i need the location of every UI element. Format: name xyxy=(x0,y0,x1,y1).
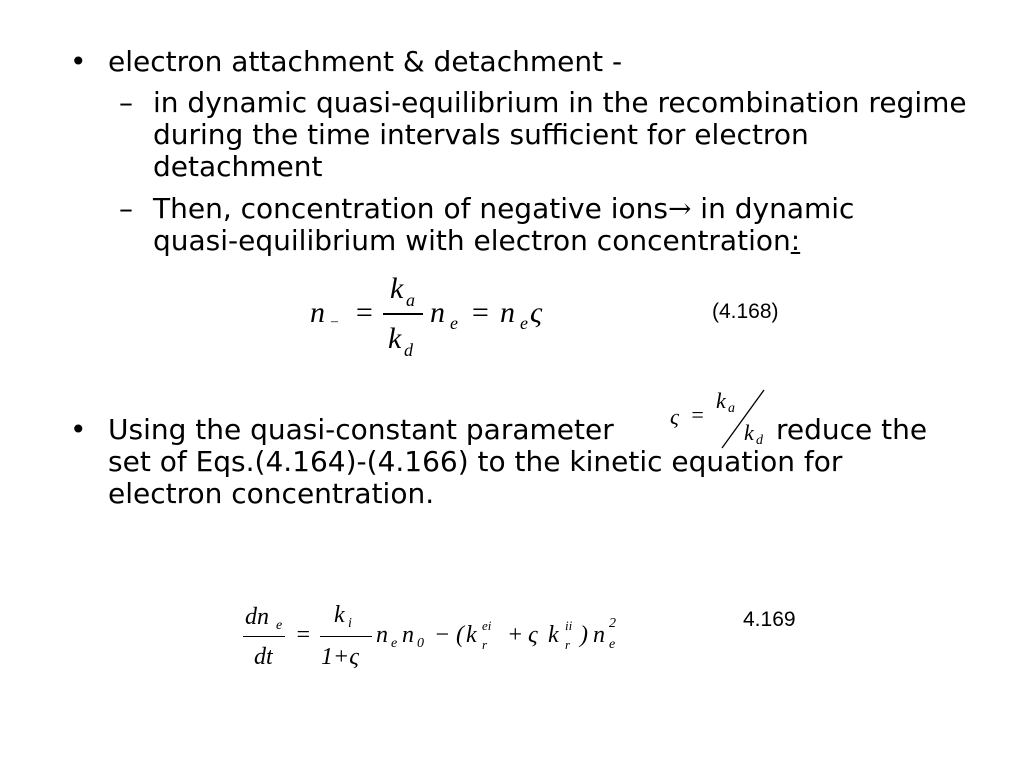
eq169-plus: + xyxy=(507,622,524,648)
subbullet-text-a: Then, concentration of negative ions xyxy=(153,192,668,225)
eq169-n0-sub: 0 xyxy=(417,636,424,651)
eq168-frac-num: k xyxy=(390,272,404,305)
eq168-ne2-sub: e xyxy=(520,313,528,333)
eq169-ki-sub: i xyxy=(348,616,352,631)
subbullet-negative-ions xyxy=(119,192,943,257)
eq169-ne2-sup: 2 xyxy=(609,616,616,631)
eq169-ki: k xyxy=(334,602,345,628)
subbullet-marker: – xyxy=(119,192,133,225)
eq168-ne: n xyxy=(430,296,445,329)
eq168-ne2: n xyxy=(500,296,515,329)
subbullet-quasi-equilibrium xyxy=(119,86,973,183)
eq169-ne-sub: e xyxy=(391,636,398,651)
eq169-one-plus-zeta: 1+ς xyxy=(321,644,359,670)
eq168-number: (4.168) xyxy=(712,300,779,323)
eq169-number: 4.169 xyxy=(743,608,796,631)
eq168-n-sub: – xyxy=(331,314,338,329)
eq169-ne: n xyxy=(376,622,388,648)
bullet-marker: • xyxy=(70,413,87,446)
eq169-equals: = xyxy=(295,622,312,648)
bullet-quasi-constant-cont xyxy=(108,414,938,510)
eq168-ne-sub: e xyxy=(450,313,458,333)
colon: : xyxy=(790,224,801,257)
arrow-symbol: → xyxy=(667,192,692,225)
inline-den: k xyxy=(744,420,754,445)
eq169-lhs-fraction-bar xyxy=(243,636,285,637)
eq169-dt: dt xyxy=(254,644,273,670)
bullet-text-a: Using the quasi-constant parameter xyxy=(108,413,614,446)
eq169-rparen: ) xyxy=(580,622,588,648)
inline-zeta: ς xyxy=(670,404,679,429)
eq169-k2: k xyxy=(548,622,559,648)
inline-equals: = xyxy=(690,402,705,427)
eq168-fraction-bar xyxy=(383,313,423,315)
inline-num-sub: a xyxy=(728,401,735,416)
eq169-k2-sub: r xyxy=(565,637,571,652)
eq168-equals-2: = xyxy=(470,296,491,329)
eq169-dn: dn xyxy=(245,604,269,630)
bullet-marker: • xyxy=(70,45,87,78)
eq169-zeta: ς xyxy=(528,622,538,648)
inline-num: k xyxy=(716,388,726,413)
subbullet-marker: – xyxy=(119,86,133,119)
subbullet-text-b: in dynamic quasi-equilibrium with electron concentration xyxy=(153,192,855,257)
eq168-frac-den: k xyxy=(388,322,402,355)
eq169-k1-sub: r xyxy=(482,637,488,652)
bullet-text: electron attachment & detachment - xyxy=(108,45,623,78)
eq169-k1-sup: ei xyxy=(482,618,492,633)
eq168-frac-den-sub: d xyxy=(404,340,413,360)
eq169-rhs-fraction-bar xyxy=(320,636,372,637)
eq168-zeta: ς xyxy=(530,296,543,329)
eq169-n0: n xyxy=(402,622,414,648)
eq168-frac-num-sub: a xyxy=(406,290,415,310)
eq169-k1: k xyxy=(466,622,477,648)
eq168-n: n xyxy=(310,296,325,329)
inline-den-sub: d xyxy=(756,433,763,448)
bullet-text-b: reduce the set of Eqs.(4.164)-(4.166) to the kinetic equation for electron concentration. xyxy=(108,413,928,510)
eq169-lparen: ( xyxy=(456,622,464,648)
eq169-k2-sup: ii xyxy=(565,618,573,633)
bullet-electron-attachment xyxy=(70,45,1008,78)
subbullet-text: in dynamic quasi-equilibrium in the recombination regime during the time intervals sufficient for electron detachment xyxy=(153,86,967,183)
eq169-minus: − xyxy=(434,622,451,648)
eq168-equals: = xyxy=(354,296,375,329)
eq169-ne2-sub: e xyxy=(609,637,616,652)
eq169-dn-sub: e xyxy=(276,618,283,633)
eq169-ne2: n xyxy=(593,622,605,648)
